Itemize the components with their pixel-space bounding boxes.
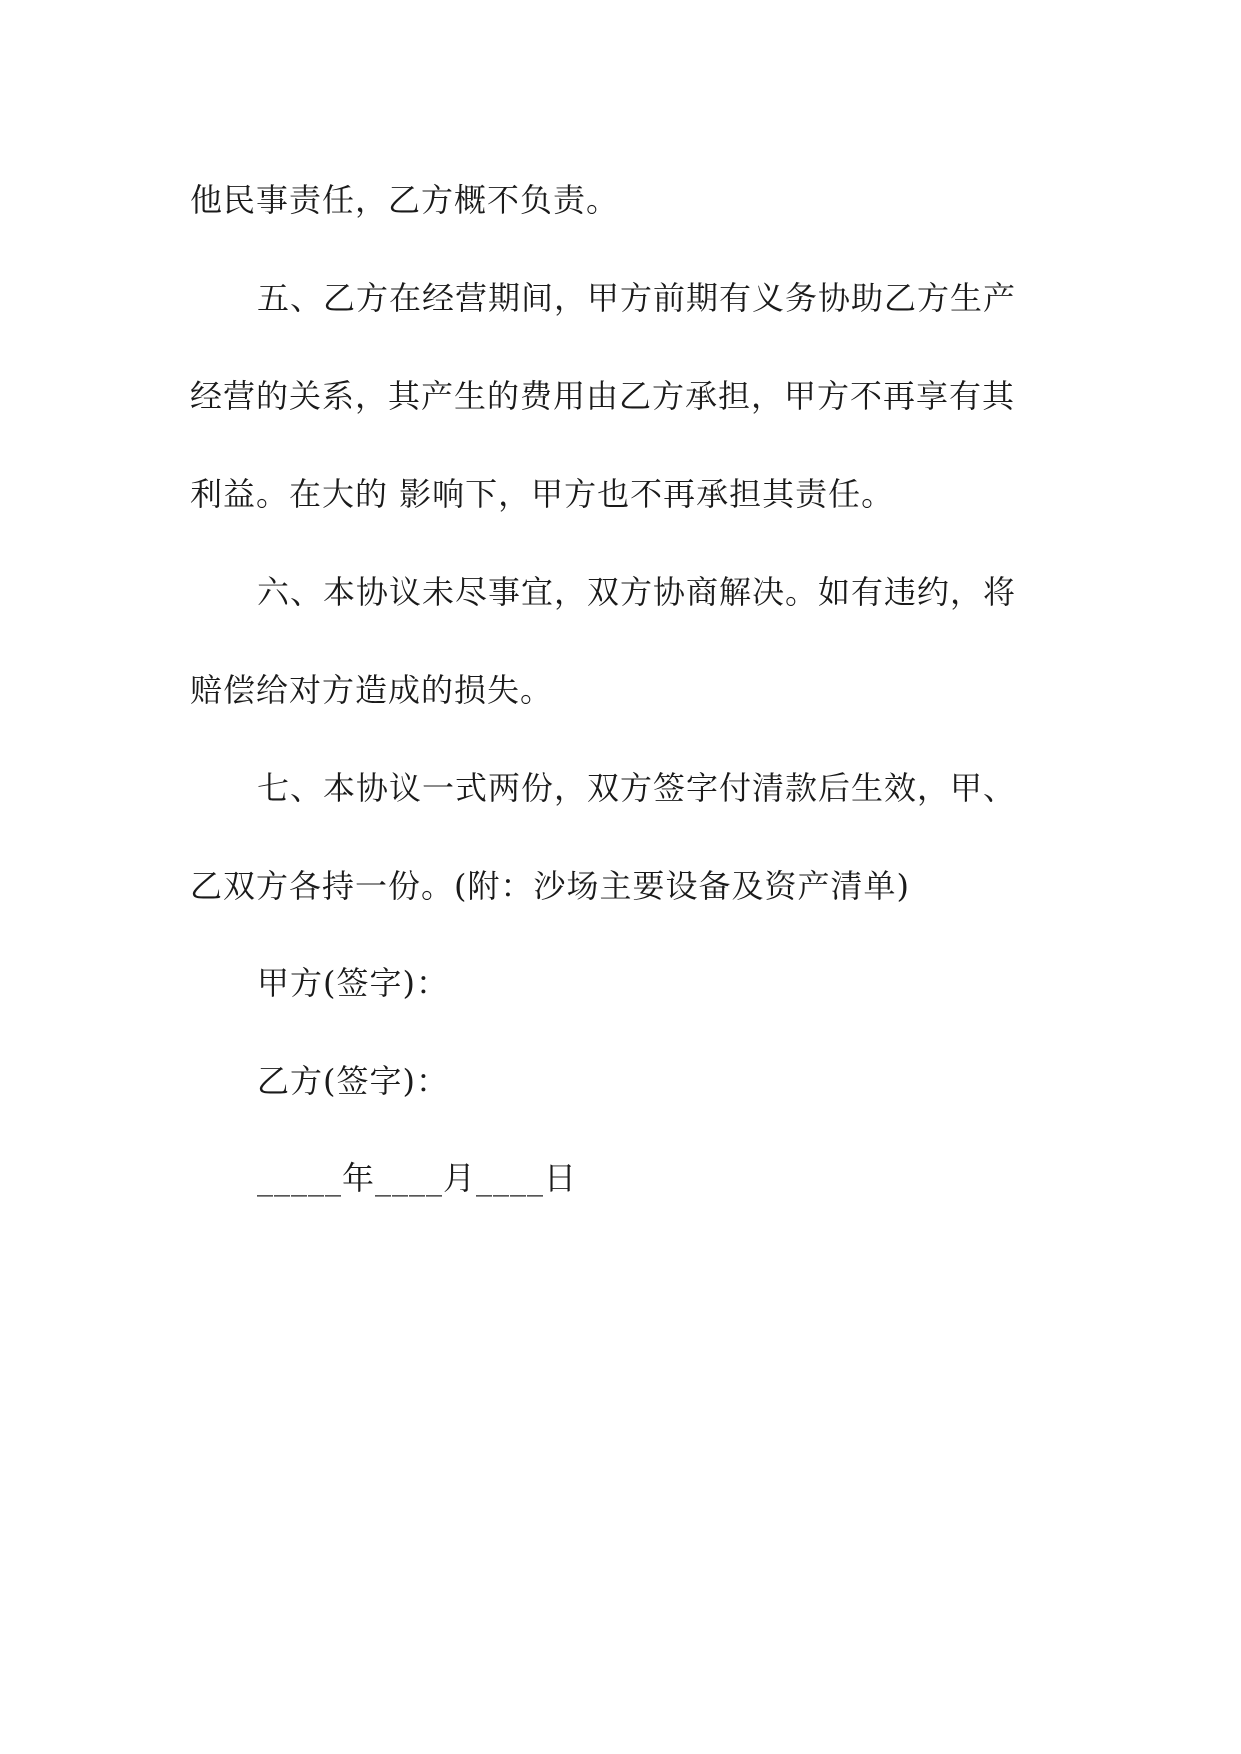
paragraph-line: 六、本协议未尽事宜，双方协商解决。如有违约，将 bbox=[257, 573, 1017, 611]
paragraph-line: 经营的关系，其产生的费用由乙方承担，甲方不再享有其 bbox=[190, 377, 1016, 415]
paragraph-line: 利益。在大的 影响下，甲方也不再承担其责任。 bbox=[190, 475, 895, 513]
paragraph-line: 七、本协议一式两份，双方签字付清款后生效，甲、 bbox=[257, 769, 1017, 807]
paragraph-line: 五、乙方在经营期间，甲方前期有义务协助乙方生产 bbox=[257, 279, 1017, 317]
paragraph-line: 乙双方各持一份。(附：沙场主要设备及资产清单) bbox=[190, 867, 910, 905]
party-b-signature-line: 乙方(签字)： bbox=[257, 1062, 449, 1100]
party-a-signature-line: 甲方(签字)： bbox=[257, 964, 449, 1002]
date-line: _____年____月____日 bbox=[257, 1159, 578, 1197]
paragraph-line: 赔偿给对方造成的损失。 bbox=[190, 671, 554, 709]
paragraph-line: 他民事责任，乙方概不负责。 bbox=[190, 181, 620, 219]
